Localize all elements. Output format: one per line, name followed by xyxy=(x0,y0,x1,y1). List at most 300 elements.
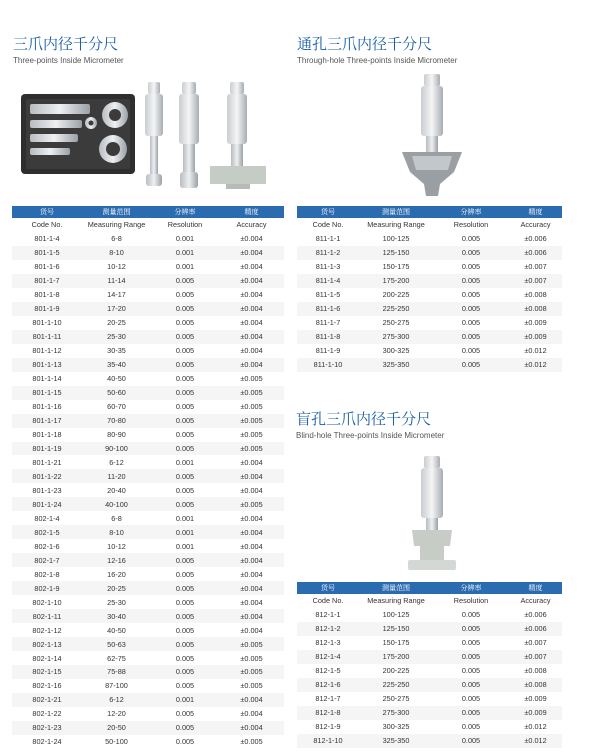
table-cell: 0.005 xyxy=(151,665,219,679)
table-cell: 802-1-8 xyxy=(34,569,60,579)
table-cell: 801-1-23 xyxy=(32,485,62,495)
blind-hole-micrometer-image xyxy=(398,454,468,576)
table-cell: 0.005 xyxy=(175,318,195,328)
table-cell: 225-250 xyxy=(359,678,433,692)
table-row xyxy=(297,678,562,692)
table-cell: 811-1-2 xyxy=(297,246,359,260)
table-cell: 6-12 xyxy=(82,693,151,707)
table-cell: 811-1-4 xyxy=(297,274,359,288)
table-cell: 801-1-21 xyxy=(32,457,62,467)
table-cell: 0.005 xyxy=(433,734,509,748)
table-cell: 812-1-6 xyxy=(297,678,359,692)
table-cell: ±0.006 xyxy=(524,610,547,620)
table-cell: 801-1-7 xyxy=(12,274,82,288)
table-cell: 11-20 xyxy=(82,469,151,483)
table-cell: ±0.004 xyxy=(240,346,263,356)
table-cell: 802-1-15 xyxy=(12,665,82,679)
table-cell: 20-25 xyxy=(107,318,126,328)
table-cell: 0.005 xyxy=(175,597,195,607)
table-cell: ±0.004 xyxy=(240,318,263,328)
table-row xyxy=(297,692,562,706)
table-cell: 0.005 xyxy=(433,650,509,664)
table-cell: 812-1-7 xyxy=(315,694,341,704)
table-cell: 0.005 xyxy=(175,290,195,300)
table-cell: 0.005 xyxy=(461,638,481,648)
blind-hole-spec-table xyxy=(297,582,562,748)
table-cell: 812-1-3 xyxy=(315,638,341,648)
table-cell: 325-350 xyxy=(359,734,433,748)
table-row xyxy=(297,232,562,246)
table-row xyxy=(12,735,284,749)
table-cell: ±0.008 xyxy=(524,666,547,676)
table-cell: 811-1-1 xyxy=(315,234,341,244)
table-cell: 0.005 xyxy=(151,497,219,511)
table-cell: 275-300 xyxy=(359,706,433,720)
table-row xyxy=(12,358,284,372)
table-cell: 0.005 xyxy=(433,246,509,260)
table-cell: 801-1-16 xyxy=(32,402,62,412)
table-cell: 811-1-6 xyxy=(297,302,359,316)
table-cell: 6-8 xyxy=(111,234,122,244)
table-cell: 0.005 xyxy=(175,737,195,747)
table-row xyxy=(12,609,284,623)
table-cell: 0.005 xyxy=(433,302,509,316)
table-row xyxy=(297,664,562,678)
table-cell: ±0.004 xyxy=(219,469,284,483)
table-cell: 801-1-24 xyxy=(12,497,82,511)
table-row xyxy=(12,623,284,637)
table-cell: 0.005 xyxy=(175,402,195,412)
table-cell: 0.005 xyxy=(151,414,219,428)
table-cell: ±0.005 xyxy=(219,497,284,511)
column-header-cn: 分辨率 xyxy=(151,206,219,218)
table-cell: 16-20 xyxy=(107,569,126,579)
table-cell: ±0.004 xyxy=(240,625,263,635)
table-cell: 11-14 xyxy=(82,274,151,288)
table-row xyxy=(12,511,284,525)
table-cell: ±0.004 xyxy=(240,597,263,607)
table-cell: ±0.004 xyxy=(219,693,284,707)
table-row xyxy=(12,679,284,693)
table-row xyxy=(12,330,284,344)
table-cell: 812-1-4 xyxy=(297,650,359,664)
table-cell: ±0.005 xyxy=(219,637,284,651)
table-cell: 6-8 xyxy=(111,513,122,523)
table-cell: 802-1-22 xyxy=(32,709,62,719)
table-cell: 250-275 xyxy=(382,318,410,328)
table-subheader-row xyxy=(12,218,284,232)
table-cell: ±0.004 xyxy=(240,234,263,244)
table-cell: 87-100 xyxy=(105,681,128,691)
table-cell: 50-100 xyxy=(105,737,128,747)
table-cell: 802-1-16 xyxy=(32,681,62,691)
table-row xyxy=(297,358,562,372)
table-cell: 802-1-21 xyxy=(12,693,82,707)
table-cell: 801-1-15 xyxy=(12,386,82,400)
table-cell: 0.001 xyxy=(151,525,219,539)
table-row xyxy=(12,721,284,735)
table-row xyxy=(12,260,284,274)
table-row xyxy=(297,636,562,650)
table-cell: 200-225 xyxy=(382,666,410,676)
table-cell: ±0.006 xyxy=(524,234,547,244)
table-cell: ±0.004 xyxy=(240,569,263,579)
table-cell: 802-1-24 xyxy=(32,737,62,747)
table-cell: ±0.005 xyxy=(219,414,284,428)
through-hole-micrometer-image xyxy=(398,72,468,197)
column-header-cn: 货号 xyxy=(12,206,82,218)
column-header-cn: 货号 xyxy=(297,206,359,218)
table-row xyxy=(12,469,284,483)
table-cell: ±0.004 xyxy=(240,262,263,272)
column-header-en: Measuring Range xyxy=(82,218,151,232)
table-row xyxy=(297,302,562,316)
section2-subtitle: Through-hole Three-points Inside Micrometer xyxy=(297,56,458,65)
table-row xyxy=(12,414,284,428)
table-cell: ±0.004 xyxy=(219,721,284,735)
table-row xyxy=(12,595,284,609)
table-row xyxy=(12,567,284,581)
section3-subtitle: Blind-hole Three-points Inside Micrometer xyxy=(296,431,445,440)
table-header-row xyxy=(297,206,562,218)
table-cell: ±0.006 xyxy=(509,622,562,636)
column-header-en: Code No. xyxy=(297,594,359,608)
table-cell: ±0.004 xyxy=(219,609,284,623)
column-header-en: Accuracy xyxy=(509,218,562,232)
table-cell: 10-12 xyxy=(107,262,126,272)
table-cell: ±0.004 xyxy=(219,358,284,372)
table-cell: 90-100 xyxy=(82,442,151,456)
table-cell: 6-12 xyxy=(109,457,124,467)
table-cell: ±0.004 xyxy=(240,457,263,467)
table-cell: 0.001 xyxy=(175,541,195,551)
table-row xyxy=(12,539,284,553)
table-cell: 62-75 xyxy=(107,653,126,663)
table-row xyxy=(12,400,284,414)
table-cell: 0.005 xyxy=(461,666,481,676)
column-header-cn: 精度 xyxy=(219,206,284,218)
table-cell: 0.001 xyxy=(175,457,195,467)
table-cell: 20-40 xyxy=(107,485,126,495)
table-cell: ±0.005 xyxy=(240,681,263,691)
table-cell: 275-300 xyxy=(359,330,433,344)
table-cell: 812-1-2 xyxy=(297,622,359,636)
table-cell: 0.005 xyxy=(151,553,219,567)
section2-title: 通孔三爪内径千分尺 xyxy=(297,35,433,53)
column-header-en: Resolution xyxy=(151,218,219,232)
table-cell: ±0.009 xyxy=(524,694,547,704)
table-cell: 0.005 xyxy=(151,442,219,456)
table-row xyxy=(297,622,562,636)
table-cell: 0.005 xyxy=(151,721,219,735)
table-cell: 25-30 xyxy=(107,597,126,607)
table-cell: 250-275 xyxy=(382,694,410,704)
table-row xyxy=(12,316,284,330)
table-cell: 0.005 xyxy=(461,722,481,732)
column-header-cn: 测量范围 xyxy=(359,582,433,594)
table-cell: 10-12 xyxy=(107,541,126,551)
table-cell: 801-1-19 xyxy=(12,442,82,456)
table-cell: 0.005 xyxy=(175,625,195,635)
table-cell: 0.005 xyxy=(461,610,481,620)
table-cell: 0.005 xyxy=(433,274,509,288)
table-cell: 75-88 xyxy=(82,665,151,679)
table-cell: ±0.005 xyxy=(240,430,263,440)
table-cell: 325-350 xyxy=(359,358,433,372)
table-cell: 50-60 xyxy=(82,386,151,400)
column-header-en: Measuring Range xyxy=(359,218,433,232)
table-cell: 0.005 xyxy=(175,374,195,384)
table-cell: 12-16 xyxy=(82,553,151,567)
column-header-en: Accuracy xyxy=(219,218,284,232)
table-cell: 0.005 xyxy=(461,234,481,244)
table-row xyxy=(12,288,284,302)
table-cell: 801-1-18 xyxy=(32,430,62,440)
table-cell: ±0.004 xyxy=(219,553,284,567)
table-cell: 8-10 xyxy=(82,525,151,539)
table-cell: 802-1-14 xyxy=(32,653,62,663)
column-header-en: Accuracy xyxy=(509,594,562,608)
table-cell: 25-30 xyxy=(82,330,151,344)
table-cell: 0.005 xyxy=(175,430,195,440)
table-row xyxy=(297,344,562,358)
section1-subtitle: Three-points Inside Micrometer xyxy=(13,56,124,65)
column-header-cn: 精度 xyxy=(509,582,562,594)
table-cell: 30-40 xyxy=(82,609,151,623)
table-cell: ±0.005 xyxy=(240,653,263,663)
table-cell: 0.005 xyxy=(175,709,195,719)
table-cell: ±0.004 xyxy=(240,485,263,495)
table-cell: 812-1-10 xyxy=(297,734,359,748)
table-cell: 812-1-5 xyxy=(315,666,341,676)
table-cell: 802-1-12 xyxy=(32,625,62,635)
column-header-cn: 精度 xyxy=(509,206,562,218)
table-cell: 811-1-8 xyxy=(297,330,359,344)
table-row xyxy=(12,274,284,288)
table-cell: ±0.007 xyxy=(509,650,562,664)
three-points-spec-table xyxy=(12,206,284,749)
table-cell: ±0.004 xyxy=(219,525,284,539)
table-cell: 811-1-9 xyxy=(315,346,341,356)
table-cell: 0.005 xyxy=(175,653,195,663)
table-cell: 150-175 xyxy=(382,638,410,648)
table-row xyxy=(12,483,284,497)
table-row xyxy=(12,344,284,358)
table-cell: 811-1-5 xyxy=(315,290,341,300)
table-cell: 0.005 xyxy=(461,694,481,704)
table-cell: 14-17 xyxy=(107,290,126,300)
table-row xyxy=(12,246,284,260)
table-cell: 40-100 xyxy=(82,497,151,511)
section1-title: 三爪内径千分尺 xyxy=(13,35,119,53)
table-cell: 30-35 xyxy=(107,346,126,356)
table-header-row xyxy=(297,582,562,594)
table-cell: 0.001 xyxy=(175,234,195,244)
table-cell: ±0.008 xyxy=(509,302,562,316)
table-row xyxy=(297,288,562,302)
table-cell: 0.005 xyxy=(151,274,219,288)
table-row xyxy=(12,665,284,679)
table-cell: ±0.004 xyxy=(240,290,263,300)
table-cell: 801-1-4 xyxy=(34,234,60,244)
table-row xyxy=(12,386,284,400)
table-cell: 175-200 xyxy=(359,274,433,288)
table-cell: ±0.004 xyxy=(219,302,284,316)
table-row xyxy=(297,316,562,330)
table-cell: 802-1-13 xyxy=(12,637,82,651)
table-cell: ±0.004 xyxy=(219,581,284,595)
table-row xyxy=(297,706,562,720)
table-cell: 0.005 xyxy=(175,569,195,579)
table-cell: 801-1-11 xyxy=(12,330,82,344)
table-cell: 801-1-22 xyxy=(12,469,82,483)
table-cell: ±0.004 xyxy=(240,709,263,719)
table-row xyxy=(12,525,284,539)
table-row xyxy=(12,707,284,721)
table-cell: 802-1-7 xyxy=(12,553,82,567)
table-cell: 100-125 xyxy=(382,234,410,244)
table-row xyxy=(297,274,562,288)
table-cell: 300-325 xyxy=(382,722,410,732)
table-cell: 20-25 xyxy=(82,581,151,595)
table-cell: 0.005 xyxy=(151,358,219,372)
table-cell: 801-1-10 xyxy=(32,318,62,328)
column-header-cn: 分辨率 xyxy=(433,582,509,594)
table-cell: 811-1-10 xyxy=(297,358,359,372)
table-cell: 0.005 xyxy=(433,358,509,372)
table-row xyxy=(12,581,284,595)
table-cell: 812-1-9 xyxy=(315,722,341,732)
table-cell: ±0.004 xyxy=(219,274,284,288)
table-cell: 802-1-5 xyxy=(12,525,82,539)
table-cell: 0.001 xyxy=(175,262,195,272)
table-cell: 125-150 xyxy=(359,246,433,260)
table-cell: 80-90 xyxy=(107,430,126,440)
table-cell: 0.005 xyxy=(151,637,219,651)
table-cell: 125-150 xyxy=(359,622,433,636)
table-row xyxy=(297,260,562,274)
table-row xyxy=(12,497,284,511)
table-cell: 801-1-5 xyxy=(12,246,82,260)
table-cell: 0.001 xyxy=(175,513,195,523)
table-header-row xyxy=(12,206,284,218)
table-cell: 0.005 xyxy=(461,262,481,272)
table-cell: 175-200 xyxy=(359,650,433,664)
column-header-cn: 货号 xyxy=(297,582,359,594)
table-row xyxy=(297,650,562,664)
table-cell: 0.005 xyxy=(151,386,219,400)
table-row xyxy=(12,553,284,567)
table-row xyxy=(12,637,284,651)
table-cell: 811-1-7 xyxy=(315,318,341,328)
table-row xyxy=(12,232,284,246)
column-header-en: Resolution xyxy=(433,594,509,608)
table-cell: 0.005 xyxy=(175,485,195,495)
table-cell: 0.005 xyxy=(433,678,509,692)
table-cell: 40-50 xyxy=(107,374,126,384)
table-row xyxy=(12,651,284,665)
section3-title: 盲孔三爪内径千分尺 xyxy=(296,410,432,428)
table-cell: ±0.012 xyxy=(524,722,547,732)
table-cell: ±0.008 xyxy=(524,290,547,300)
table-cell: 100-125 xyxy=(382,610,410,620)
table-row xyxy=(12,693,284,707)
table-cell: 0.005 xyxy=(461,290,481,300)
table-row xyxy=(12,302,284,316)
table-cell: 0.005 xyxy=(175,681,195,691)
table-cell: ±0.005 xyxy=(240,737,263,747)
table-cell: ±0.005 xyxy=(240,402,263,412)
column-header-en: Code No. xyxy=(12,218,82,232)
table-cell: ±0.007 xyxy=(524,262,547,272)
table-cell: 0.005 xyxy=(433,330,509,344)
table-cell: ±0.009 xyxy=(509,706,562,720)
table-cell: ±0.012 xyxy=(524,346,547,356)
table-cell: 802-1-4 xyxy=(34,513,60,523)
table-cell: 0.005 xyxy=(151,609,219,623)
column-header-cn: 测量范围 xyxy=(359,206,433,218)
table-cell: 50-63 xyxy=(82,637,151,651)
table-cell: ±0.009 xyxy=(524,318,547,328)
table-cell: 802-1-6 xyxy=(34,541,60,551)
table-cell: 225-250 xyxy=(359,302,433,316)
table-subheader-row xyxy=(297,218,562,232)
table-cell: 60-70 xyxy=(107,402,126,412)
table-cell: 802-1-9 xyxy=(12,581,82,595)
table-cell: ±0.005 xyxy=(219,665,284,679)
table-cell: ±0.012 xyxy=(509,358,562,372)
table-row xyxy=(12,372,284,386)
table-row xyxy=(12,442,284,456)
table-row xyxy=(12,455,284,469)
table-cell: 300-325 xyxy=(382,346,410,356)
table-cell: 0.005 xyxy=(433,622,509,636)
column-header-cn: 测量范围 xyxy=(82,206,151,218)
column-header-cn: 分辨率 xyxy=(433,206,509,218)
table-cell: 8-10 xyxy=(82,246,151,260)
table-cell: 811-1-3 xyxy=(315,262,341,272)
table-cell: ±0.004 xyxy=(219,246,284,260)
table-cell: 801-1-6 xyxy=(34,262,60,272)
table-cell: ±0.005 xyxy=(240,374,263,384)
table-row xyxy=(297,720,562,734)
table-row xyxy=(297,734,562,748)
table-cell: 0.001 xyxy=(151,246,219,260)
table-cell: 812-1-8 xyxy=(297,706,359,720)
table-cell: 35-40 xyxy=(82,358,151,372)
through-hole-spec-table xyxy=(297,206,562,372)
table-row xyxy=(297,608,562,622)
table-cell: 0.001 xyxy=(151,693,219,707)
column-header-en: Measuring Range xyxy=(359,594,433,608)
table-cell: ±0.009 xyxy=(509,330,562,344)
table-row xyxy=(297,330,562,344)
table-cell: 802-1-10 xyxy=(32,597,62,607)
table-cell: 0.005 xyxy=(461,346,481,356)
table-cell: 0.005 xyxy=(433,706,509,720)
table-cell: 801-1-9 xyxy=(12,302,82,316)
table-row xyxy=(297,246,562,260)
table-cell: ±0.008 xyxy=(509,678,562,692)
table-cell: ±0.005 xyxy=(219,442,284,456)
table-cell: 200-225 xyxy=(382,290,410,300)
table-cell: ±0.005 xyxy=(219,386,284,400)
table-cell: 801-1-14 xyxy=(32,374,62,384)
table-cell: 20-50 xyxy=(82,721,151,735)
table-cell: ±0.004 xyxy=(219,330,284,344)
table-cell: 70-80 xyxy=(82,414,151,428)
table-cell: 40-50 xyxy=(107,625,126,635)
